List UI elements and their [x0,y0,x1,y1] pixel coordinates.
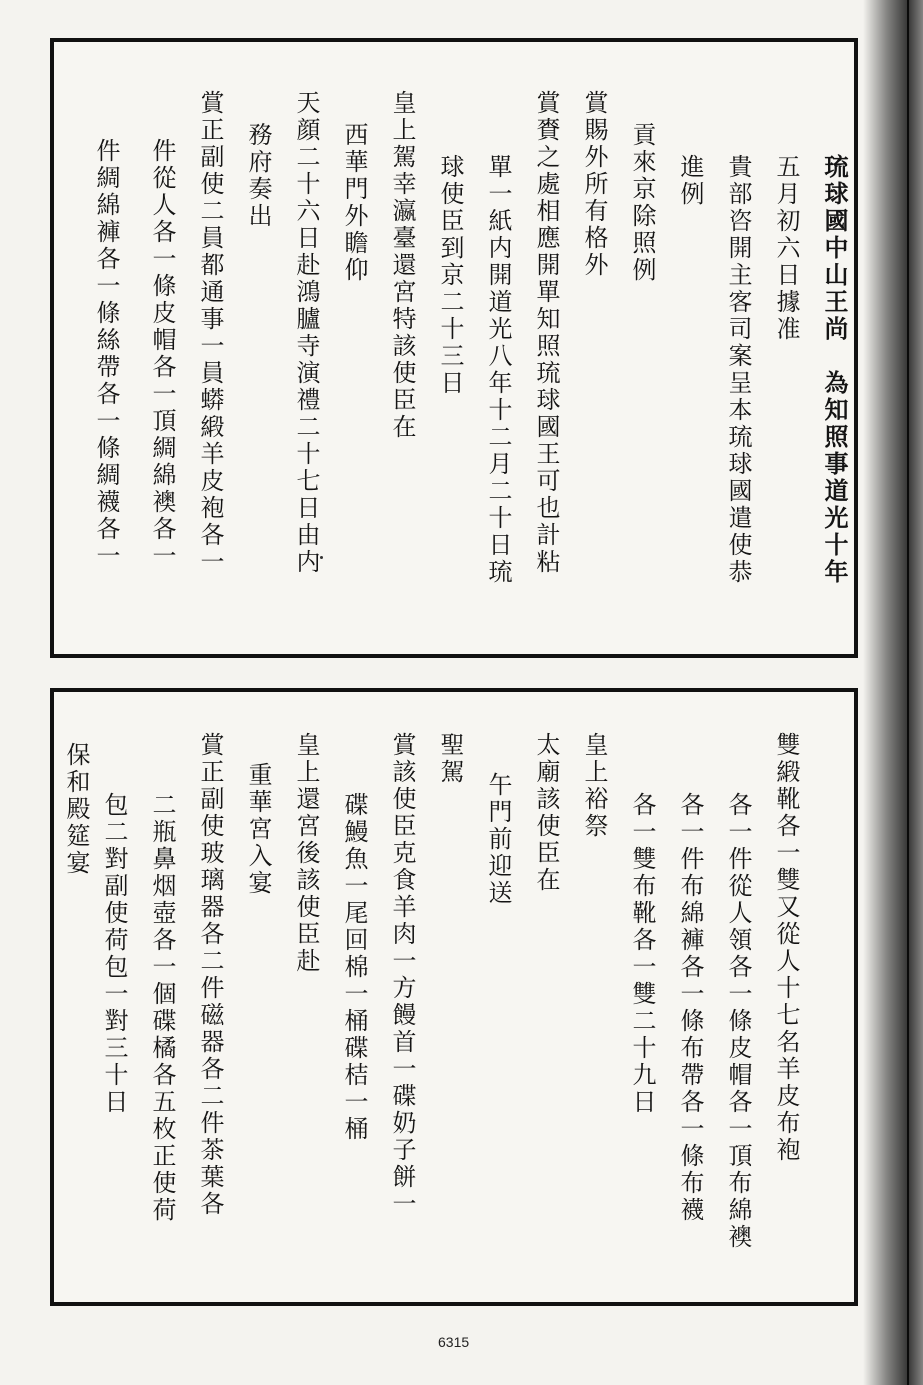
document-frame-top [50,38,858,658]
text-column: 重華宮入宴 [244,762,272,897]
text-column: 天顔二十六日赴鴻臚寺演禮二十七日由内 [292,90,320,576]
text-column: 雙緞靴各一雙又從人十七名羊皮布袍 [772,732,800,1164]
text-column: 件綢綿褲各一條絲帶各一條綢襪各一 [92,138,120,570]
text-column: 太廟該使臣在 [532,732,560,894]
text-column: 貢來京除照例 [628,122,656,284]
ink-speck [320,556,323,559]
document-frame-bottom [50,688,858,1306]
text-column: 進例 [676,154,704,208]
text-column: 包二對副使荷包一對三十日 [100,792,128,1116]
text-column: 午門前迎送 [484,772,512,907]
binding-shadow [863,0,923,1385]
text-column: 聖駕 [436,732,464,786]
page-number: 6315 [438,1334,470,1350]
text-column: 件從人各一條皮帽各一頂綢綿襖各一 [148,138,176,570]
text-column: 各一件從人領各一條皮帽各一頂布綿襖 [724,792,752,1251]
text-column: 皇上還宮後該使臣赴 [292,732,320,975]
text-column: 賞賜外所有格外 [580,90,608,279]
text-column: 皇上裕祭 [580,732,608,840]
text-column: 球使臣到京二十三日 [436,154,464,397]
text-column: 西華門外瞻仰 [340,122,368,284]
text-column: 貴部咨開主客司案呈本琉球國遣使恭 [724,154,752,586]
text-column: 琉球國中山王尚 為知照事道光十年 [820,154,849,586]
text-column: 務府奏出 [244,122,272,230]
binding-edge-line [907,0,909,1385]
text-column: 保和殿筵宴 [62,742,90,877]
text-column: 皇上駕幸瀛臺還宮特該使臣在 [388,90,416,441]
text-column: 賞正副使玻璃器各二件磁器各二件茶葉各 [196,732,224,1218]
text-column: 單一紙内開道光八年十二月二十日琉 [484,154,512,586]
text-column: 各一雙布靴各一雙二十九日 [628,792,656,1116]
text-column: 各一件布綿褲各一條布帶各一條布襪 [676,792,704,1224]
text-column: 碟鰻魚一尾回棉一桶碟桔一桶 [340,792,368,1143]
text-column: 二瓶鼻烟壺各一個碟橘各五枚正使荷 [148,792,176,1224]
text-column: 賞正副使二員都通事一員蟒緞羊皮袍各一 [196,90,224,576]
text-column: 賞賚之處相應開單知照琉球國王可也計粘 [532,90,560,576]
text-column: 賞該使臣克食羊肉一方饅首一碟奶子餅一 [388,732,416,1218]
text-column: 五月初六日據准 [772,154,800,343]
